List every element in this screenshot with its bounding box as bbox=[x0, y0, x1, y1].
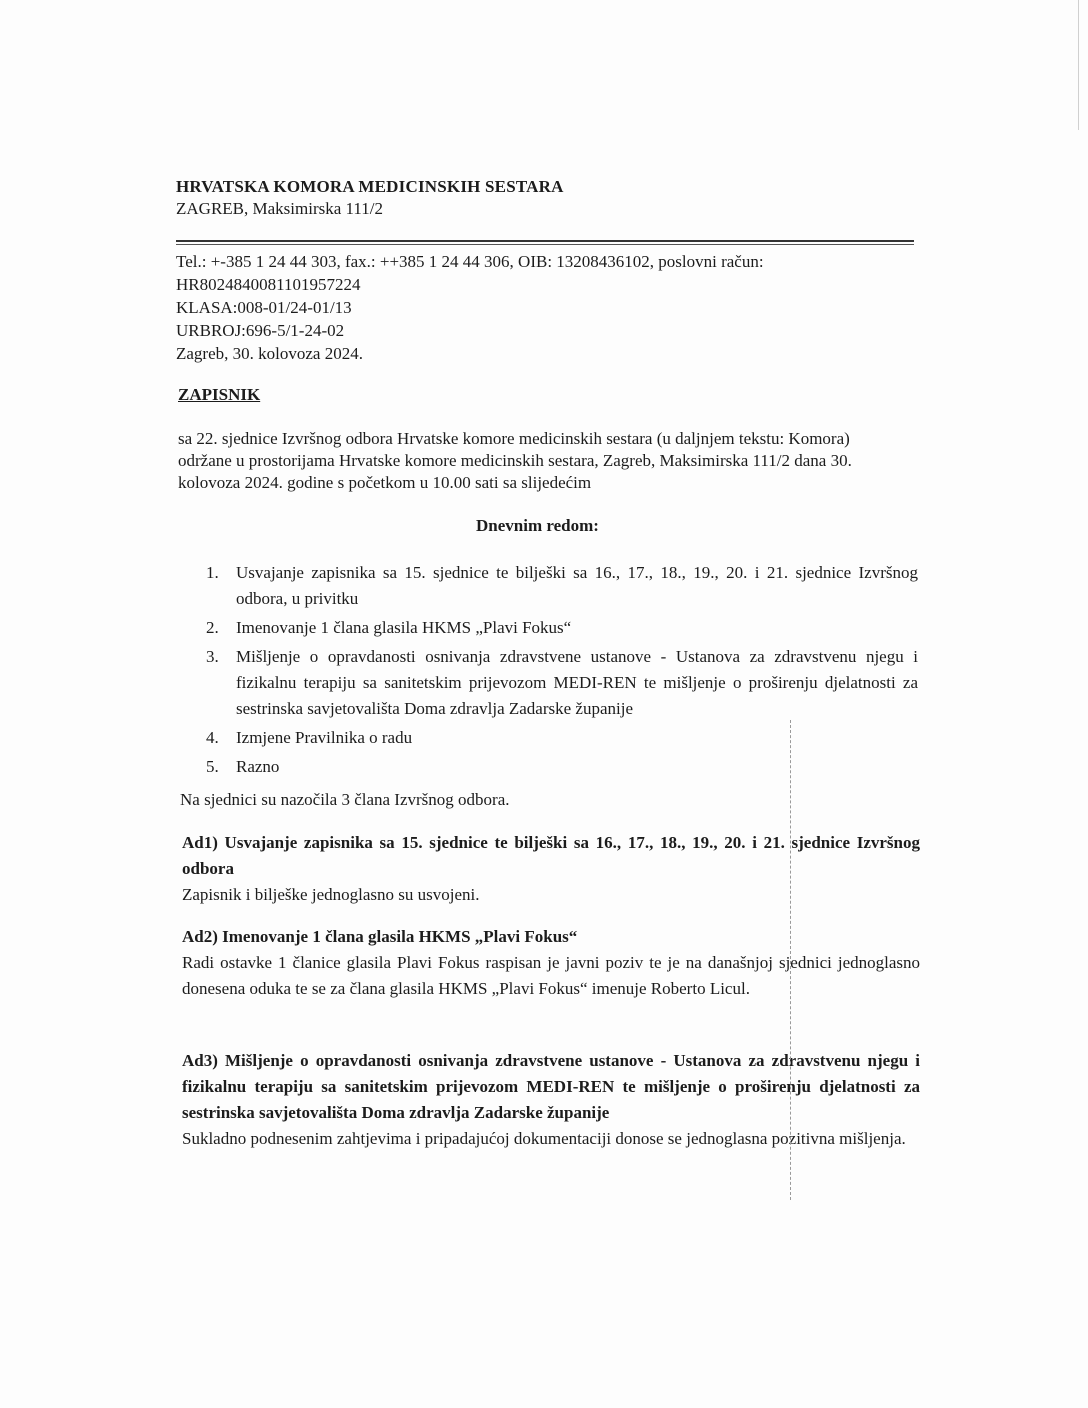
account-number: HR8024840081101957224 bbox=[176, 275, 361, 294]
agenda-item-number: 3. bbox=[206, 647, 219, 666]
agenda-item-number: 4. bbox=[206, 728, 219, 747]
section-ad3 bbox=[182, 1048, 920, 1152]
section-ad1 bbox=[182, 830, 920, 908]
agenda-item-text: Mišljenje o opravdanosti osnivanja zdravstvene ustanove - Ustanova za zdravstvenu njegu i fizikalnu terapiju sa sanitetskim prijevozom MEDI-REN te mišljenje o proširenju djelatnosti za sestrinska savjetovališta Doma zdravlja Zadarske županije bbox=[236, 647, 918, 718]
agenda-list bbox=[206, 560, 918, 783]
agenda-item-text: Izmjene Pravilnika o radu bbox=[236, 728, 413, 747]
contact-line: Tel.: +-385 1 24 44 303, fax.: ++385 1 24 44 306, OIB: 13208436102, poslovni račun: bbox=[176, 252, 764, 271]
document-meta bbox=[176, 250, 916, 365]
agenda-item-text: Imenovanje 1 člana glasila HKMS „Plavi Fokus“ bbox=[236, 618, 572, 637]
intro-paragraph: sa 22. sjednice Izvršnog odbora Hrvatske komore medicinskih sestara (u daljnjem tekstu: Komora) održane u prostorijama Hrvatske komore medicinskih sestara, Zagreb, Maksimirska 111/2 dana 30. kolovoza 2024. godine s početkom u 10.00 sati sa slijedećim bbox=[178, 429, 852, 492]
section-body: Sukladno podnesenim zahtjevima i pripadajućoj dokumentaciji donose se jednoglasna pozitivna mišljenja. bbox=[182, 1129, 906, 1148]
document-title: ZAPISNIK bbox=[178, 385, 261, 404]
organization-name: HRVATSKA KOMORA MEDICINSKIH SESTARA bbox=[176, 177, 564, 196]
scan-edge-line bbox=[1078, 0, 1079, 130]
section-body: Radi ostavke 1 članice glasila Plavi Fokus raspisan je javni poziv te je na današnjoj sjednici jednoglasno donesena oduka te se za člana glasila HKMS „Plavi Fokus“ imenuje Roberto Licul. bbox=[182, 953, 920, 998]
section-heading: Ad2) Imenovanje 1 člana glasila HKMS „Plavi Fokus“ bbox=[182, 927, 578, 946]
urbroj: URBROJ:696-5/1-24-02 bbox=[176, 321, 345, 340]
scan-fold-line bbox=[790, 720, 791, 1200]
section-heading: Ad1) Usvajanje zapisnika sa 15. sjednice te bilješki sa 16., 17., 18., 19., 20. i 21. sjednice Izvršnog odbora bbox=[182, 833, 920, 878]
header-divider bbox=[176, 240, 914, 245]
section-heading: Ad3) Mišljenje o opravdanosti osnivanja zdravstvene ustanove - Ustanova za zdravstvenu njegu i fizikalnu terapiju sa sanitetskim prijevozom MEDI-REN te mišljenje o proširenju djelatnosti za sestrinska savjetovališta Doma zdravlja Zadarske županije bbox=[182, 1051, 920, 1122]
agenda-item-number: 5. bbox=[206, 757, 219, 776]
letterhead bbox=[176, 176, 916, 220]
organization-address: ZAGREB, Maksimirska 111/2 bbox=[176, 199, 383, 218]
klasa: KLASA:008-01/24-01/13 bbox=[176, 298, 352, 317]
agenda-item bbox=[206, 615, 918, 641]
agenda-item-text: Razno bbox=[236, 757, 280, 776]
attendance-note: Na sjednici su nazočila 3 člana Izvršnog odbora. bbox=[180, 790, 510, 809]
agenda-item bbox=[206, 644, 918, 722]
agenda-item-text: Usvajanje zapisnika sa 15. sjednice te bilješki sa 16., 17., 18., 19., 20. i 21. sjednice Izvršnog odbora, u privitku bbox=[236, 563, 918, 608]
document-date: Zagreb, 30. kolovoza 2024. bbox=[176, 344, 363, 363]
agenda-item-number: 2. bbox=[206, 618, 219, 637]
section-body: Zapisnik i bilješke jednoglasno su usvojeni. bbox=[182, 885, 480, 904]
agenda-item-number: 1. bbox=[206, 563, 219, 582]
section-ad2 bbox=[182, 924, 920, 1002]
agenda-item bbox=[206, 754, 918, 780]
agenda-item bbox=[206, 560, 918, 612]
agenda-item bbox=[206, 725, 918, 751]
agenda-heading: Dnevnim redom: bbox=[476, 516, 599, 535]
